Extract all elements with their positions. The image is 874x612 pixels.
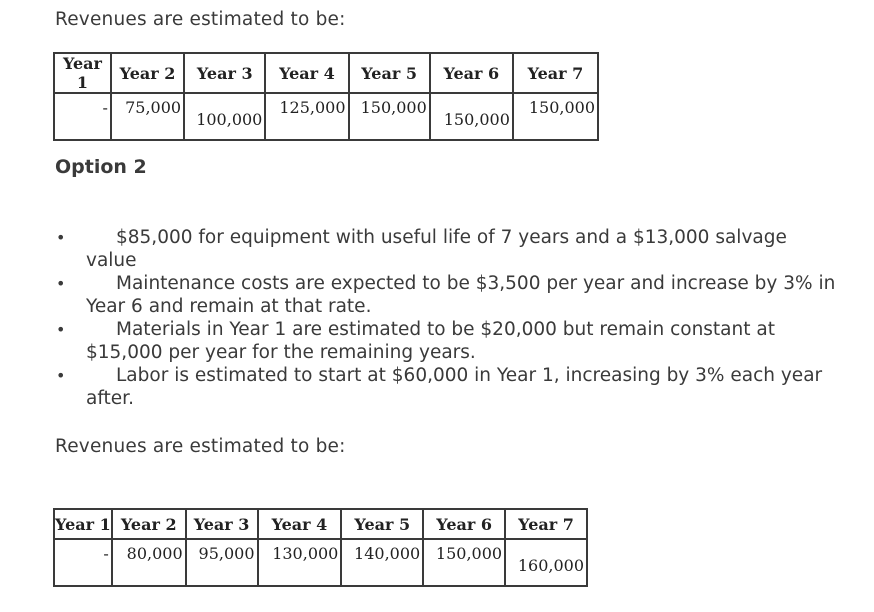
revenue-table-2 bbox=[53, 508, 588, 587]
bullet-icon: • bbox=[56, 320, 66, 339]
bullet-text: Maintenance costs are expected to be $3,500 per year and increase by 3% in Year 6 and remain at that rate. bbox=[86, 273, 836, 317]
table-cell bbox=[513, 93, 598, 140]
table-header-cell: Year 6 bbox=[430, 53, 513, 93]
table-cell bbox=[184, 93, 265, 140]
table-cell bbox=[341, 539, 423, 586]
revenue-intro-1: Revenues are estimated to be: bbox=[55, 9, 346, 30]
option-bullet-list bbox=[56, 226, 836, 410]
cell-value: - bbox=[102, 98, 108, 117]
list-item bbox=[56, 272, 836, 318]
list-item bbox=[56, 364, 836, 410]
table-header-cell: Year 1 bbox=[54, 53, 111, 93]
table-header-row bbox=[54, 509, 587, 539]
table-header-cell: Year 7 bbox=[505, 509, 587, 539]
cell-value: 95,000 bbox=[198, 544, 255, 563]
option-heading: Option 2 bbox=[55, 156, 147, 178]
table-cell bbox=[349, 93, 430, 140]
table-cell bbox=[430, 93, 513, 140]
table-header-cell: Year 7 bbox=[513, 53, 598, 93]
bullet-icon: • bbox=[56, 366, 66, 385]
cell-value: 150,000 bbox=[443, 110, 510, 129]
cell-value: 80,000 bbox=[126, 544, 183, 563]
table-cell bbox=[505, 539, 587, 586]
table-header-cell: Year 5 bbox=[349, 53, 430, 93]
table-cell bbox=[258, 539, 342, 586]
cell-value: 125,000 bbox=[279, 98, 346, 117]
table-header-cell: Year 2 bbox=[112, 509, 186, 539]
cell-value: 160,000 bbox=[517, 556, 584, 575]
revenue-intro-2: Revenues are estimated to be: bbox=[55, 436, 346, 457]
bullet-icon: • bbox=[56, 228, 66, 247]
table-header-cell: Year 3 bbox=[186, 509, 258, 539]
list-item bbox=[56, 318, 836, 364]
bullet-text: Labor is estimated to start at $60,000 in Year 1, increasing by 3% each year after. bbox=[86, 365, 823, 409]
table-cell bbox=[111, 93, 184, 140]
list-item bbox=[56, 226, 836, 272]
table-cell bbox=[54, 93, 111, 140]
table-row bbox=[54, 93, 598, 140]
table-row bbox=[54, 539, 587, 586]
cell-value: - bbox=[103, 544, 109, 563]
bullet-text: Materials in Year 1 are estimated to be $20,000 but remain constant at $15,000 per year for the remaining years. bbox=[86, 319, 775, 363]
table-header-cell: Year 1 bbox=[54, 509, 112, 539]
table-cell bbox=[186, 539, 258, 586]
cell-value: 150,000 bbox=[435, 544, 503, 563]
table-header-cell: Year 4 bbox=[258, 509, 342, 539]
table-cell bbox=[423, 539, 505, 586]
table-header-cell: Year 3 bbox=[184, 53, 265, 93]
table-header-cell: Year 4 bbox=[265, 53, 348, 93]
table-header-row bbox=[54, 53, 598, 93]
cell-value: 140,000 bbox=[354, 544, 421, 563]
cell-value: 130,000 bbox=[272, 544, 339, 563]
cell-value: 150,000 bbox=[360, 98, 427, 117]
bullet-text: $85,000 for equipment with useful life of 7 years and a $13,000 salvage value bbox=[86, 227, 787, 271]
cell-value: 100,000 bbox=[196, 110, 263, 129]
table-header-cell: Year 5 bbox=[341, 509, 423, 539]
revenue-table-1 bbox=[53, 52, 599, 141]
table-cell bbox=[112, 539, 186, 586]
table-header-cell: Year 6 bbox=[423, 509, 505, 539]
cell-value: 75,000 bbox=[125, 98, 182, 117]
bullet-icon: • bbox=[56, 274, 66, 293]
cell-value: 150,000 bbox=[528, 98, 595, 117]
table-cell bbox=[54, 539, 112, 586]
table-header-cell: Year 2 bbox=[111, 53, 184, 93]
table-cell bbox=[265, 93, 348, 140]
